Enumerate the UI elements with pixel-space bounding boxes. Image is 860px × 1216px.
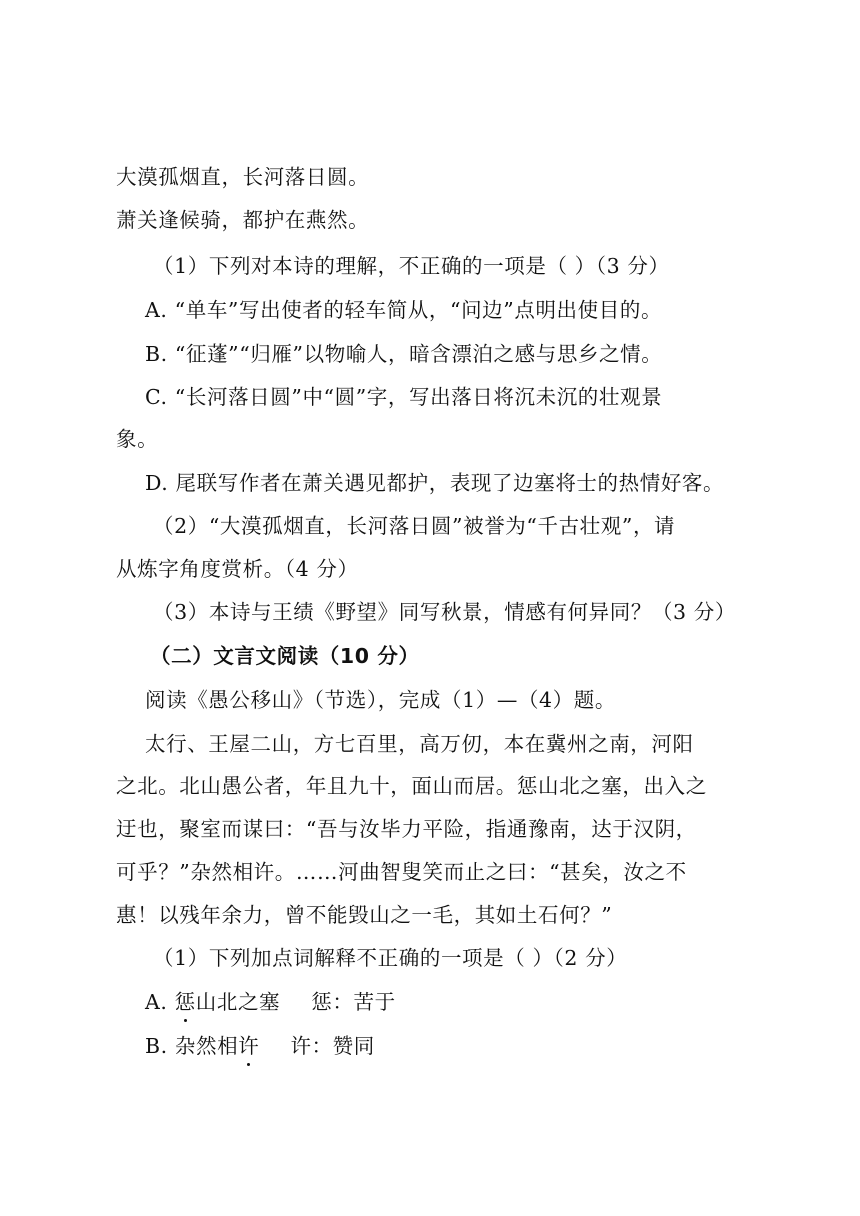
dotted-word: 惩 — [175, 987, 196, 1017]
word-gloss: 惩：苦于 — [311, 990, 396, 1014]
passage-line: 可乎？”杂然相许。……河曲智叟笑而止之曰：“甚矣，汝之不 — [116, 860, 687, 884]
question-stem: （3）本诗与王绩《野望》同写秋景，情感有何异同？（3 分） — [153, 600, 736, 624]
dotted-word: 许 — [238, 1031, 259, 1061]
option-a: A. “单车”写出使者的轻车简从，“问边”点明出使目的。 — [145, 298, 663, 322]
poem-line: 大漠孤烟直，长河落日圆。 — [116, 165, 370, 189]
question-stem: （1）下列对本诗的理解，不正确的一项是（ ）（3 分） — [153, 254, 670, 278]
section-heading: （二）文言文阅读（10 分） — [150, 644, 420, 668]
word-gloss: 许：赞同 — [290, 1034, 375, 1058]
question-stem: （1）下列加点词解释不正确的一项是（ ）（2 分） — [153, 946, 628, 970]
question-stem-continued: 从炼字角度赏析。（4 分） — [116, 557, 359, 581]
passage-line: 惠！以残年余力，曾不能毁山之一毛，其如土石何？” — [116, 903, 613, 927]
option-d: D. 尾联写作者在萧关遇见都护，表现了边塞将士的热情好客。 — [145, 471, 725, 495]
option-c-continued: 象。 — [116, 427, 159, 451]
option-c: C. “长河落日圆”中“圆”字，写出落日将沉未沉的壮观景 — [145, 385, 663, 409]
option-b: B. “征蓬”“归雁”以物喻人，暗含漂泊之感与思乡之情。 — [145, 342, 663, 366]
option-a — [145, 987, 396, 1017]
option-text: 山北之塞 — [195, 990, 281, 1014]
passage-line: 之北。北山愚公者，年且九十，面山而居。惩山北之塞，出入之 — [116, 774, 707, 798]
reading-instruction: 阅读《愚公移山》（节选），完成（1）—（4）题。 — [145, 688, 616, 712]
passage-line: 迂也，聚室而谋曰：“吾与汝毕力平险，指通豫南，达于汉阴， — [116, 817, 697, 841]
passage-line: 太行、王屋二山，方七百里，高万仞，本在冀州之南，河阳 — [145, 732, 694, 756]
option-b — [145, 1031, 375, 1061]
question-stem: （2）“大漠孤烟直，长河落日圆”被誉为“千古壮观”，请 — [153, 514, 676, 538]
poem-line: 萧关逢候骑，都护在燕然。 — [116, 208, 370, 232]
option-prefix: B. 杂然相 — [145, 1034, 239, 1058]
option-prefix: A. — [145, 990, 175, 1014]
